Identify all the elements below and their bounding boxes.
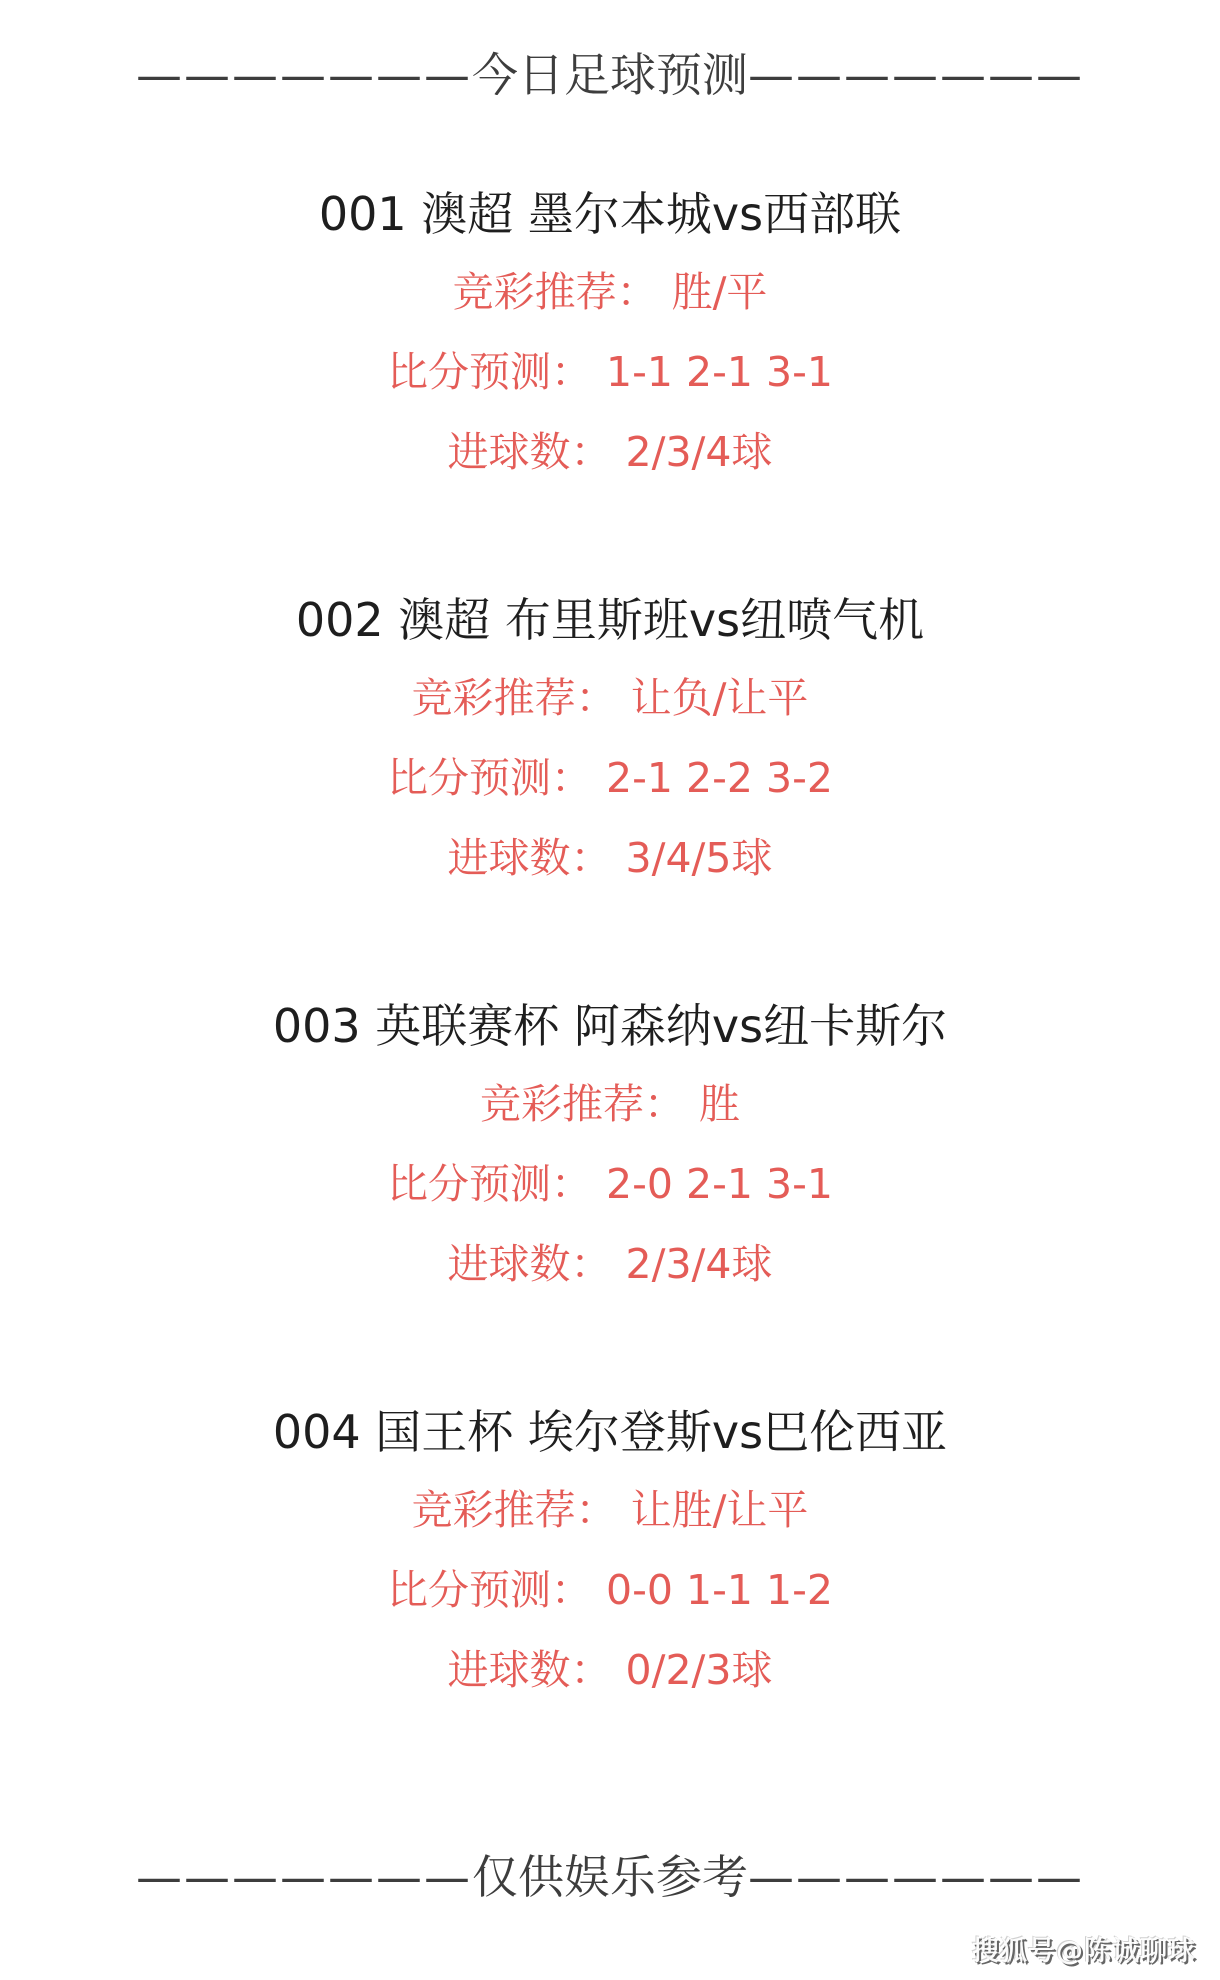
- score-label: 比分预测：: [387, 348, 593, 396]
- match-title: 004 国王杯 埃尔登斯vs巴伦西亚: [272, 1405, 948, 1459]
- score-value: 2-1 2-2 3-2: [606, 754, 833, 802]
- goals-value: 2/3/4球: [625, 428, 773, 476]
- recommendation-line: [0, 1076, 1220, 1132]
- page-title: 今日足球预测: [472, 48, 748, 102]
- score-line: [0, 344, 1220, 400]
- goals-line: [0, 830, 1220, 886]
- page-header: [0, 0, 1220, 104]
- recommendation-value: 胜/平: [671, 268, 768, 316]
- recommendation-line: [0, 670, 1220, 726]
- recommendation-line: [0, 1482, 1220, 1538]
- match-block-001: [0, 182, 1220, 480]
- goals-value: 3/4/5球: [625, 834, 773, 882]
- match-list: [0, 182, 1220, 1698]
- goals-line: [0, 1236, 1220, 1292]
- goals-line: [0, 1642, 1220, 1698]
- header-dashes-right: ———————: [748, 48, 1084, 102]
- goals-label: 进球数：: [447, 1240, 612, 1288]
- score-label: 比分预测：: [387, 1566, 593, 1614]
- score-line: [0, 1562, 1220, 1618]
- score-label: 比分预测：: [387, 1160, 593, 1208]
- recommendation-label: 竞彩推荐：: [480, 1080, 685, 1128]
- score-line: [0, 750, 1220, 806]
- goals-label: 进球数：: [447, 834, 612, 882]
- footer-dashes-left: ———————: [136, 1850, 472, 1904]
- header-dashes-left: ———————: [136, 48, 472, 102]
- recommendation-line: [0, 264, 1220, 320]
- goals-label: 进球数：: [447, 1646, 612, 1694]
- match-block-003: [0, 994, 1220, 1292]
- match-block-002: [0, 588, 1220, 886]
- recommendation-value: 让胜/让平: [630, 1486, 809, 1534]
- goals-value: 0/2/3球: [625, 1646, 773, 1694]
- recommendation-label: 竞彩推荐：: [411, 674, 617, 722]
- score-value: 1-1 2-1 3-1: [606, 348, 833, 396]
- score-line: [0, 1156, 1220, 1212]
- recommendation-label: 竞彩推荐：: [411, 1486, 617, 1534]
- footer-text: 仅供娱乐参考: [472, 1850, 748, 1904]
- match-title: 001 澳超 墨尔本城vs西部联: [318, 187, 902, 241]
- recommendation-value: 胜: [699, 1080, 740, 1128]
- match-block-004: [0, 1400, 1220, 1698]
- score-value: 0-0 1-1 1-2: [606, 1566, 833, 1614]
- page-footer: [0, 1848, 1220, 1906]
- recommendation-value: 让负/让平: [630, 674, 809, 722]
- recommendation-label: 竞彩推荐：: [452, 268, 658, 316]
- footer-dashes-right: ———————: [748, 1850, 1084, 1904]
- goals-value: 2/3/4球: [625, 1240, 773, 1288]
- watermark-sohu-account: 搜狐号@陈诚聊球: [972, 1936, 1196, 1967]
- goals-line: [0, 424, 1220, 480]
- goals-label: 进球数：: [447, 428, 612, 476]
- match-title: 003 英联赛杯 阿森纳vs纽卡斯尔: [272, 999, 948, 1053]
- score-value: 2-0 2-1 3-1: [606, 1160, 833, 1208]
- match-title: 002 澳超 布里斯班vs纽喷气机: [295, 593, 925, 647]
- score-label: 比分预测：: [387, 754, 593, 802]
